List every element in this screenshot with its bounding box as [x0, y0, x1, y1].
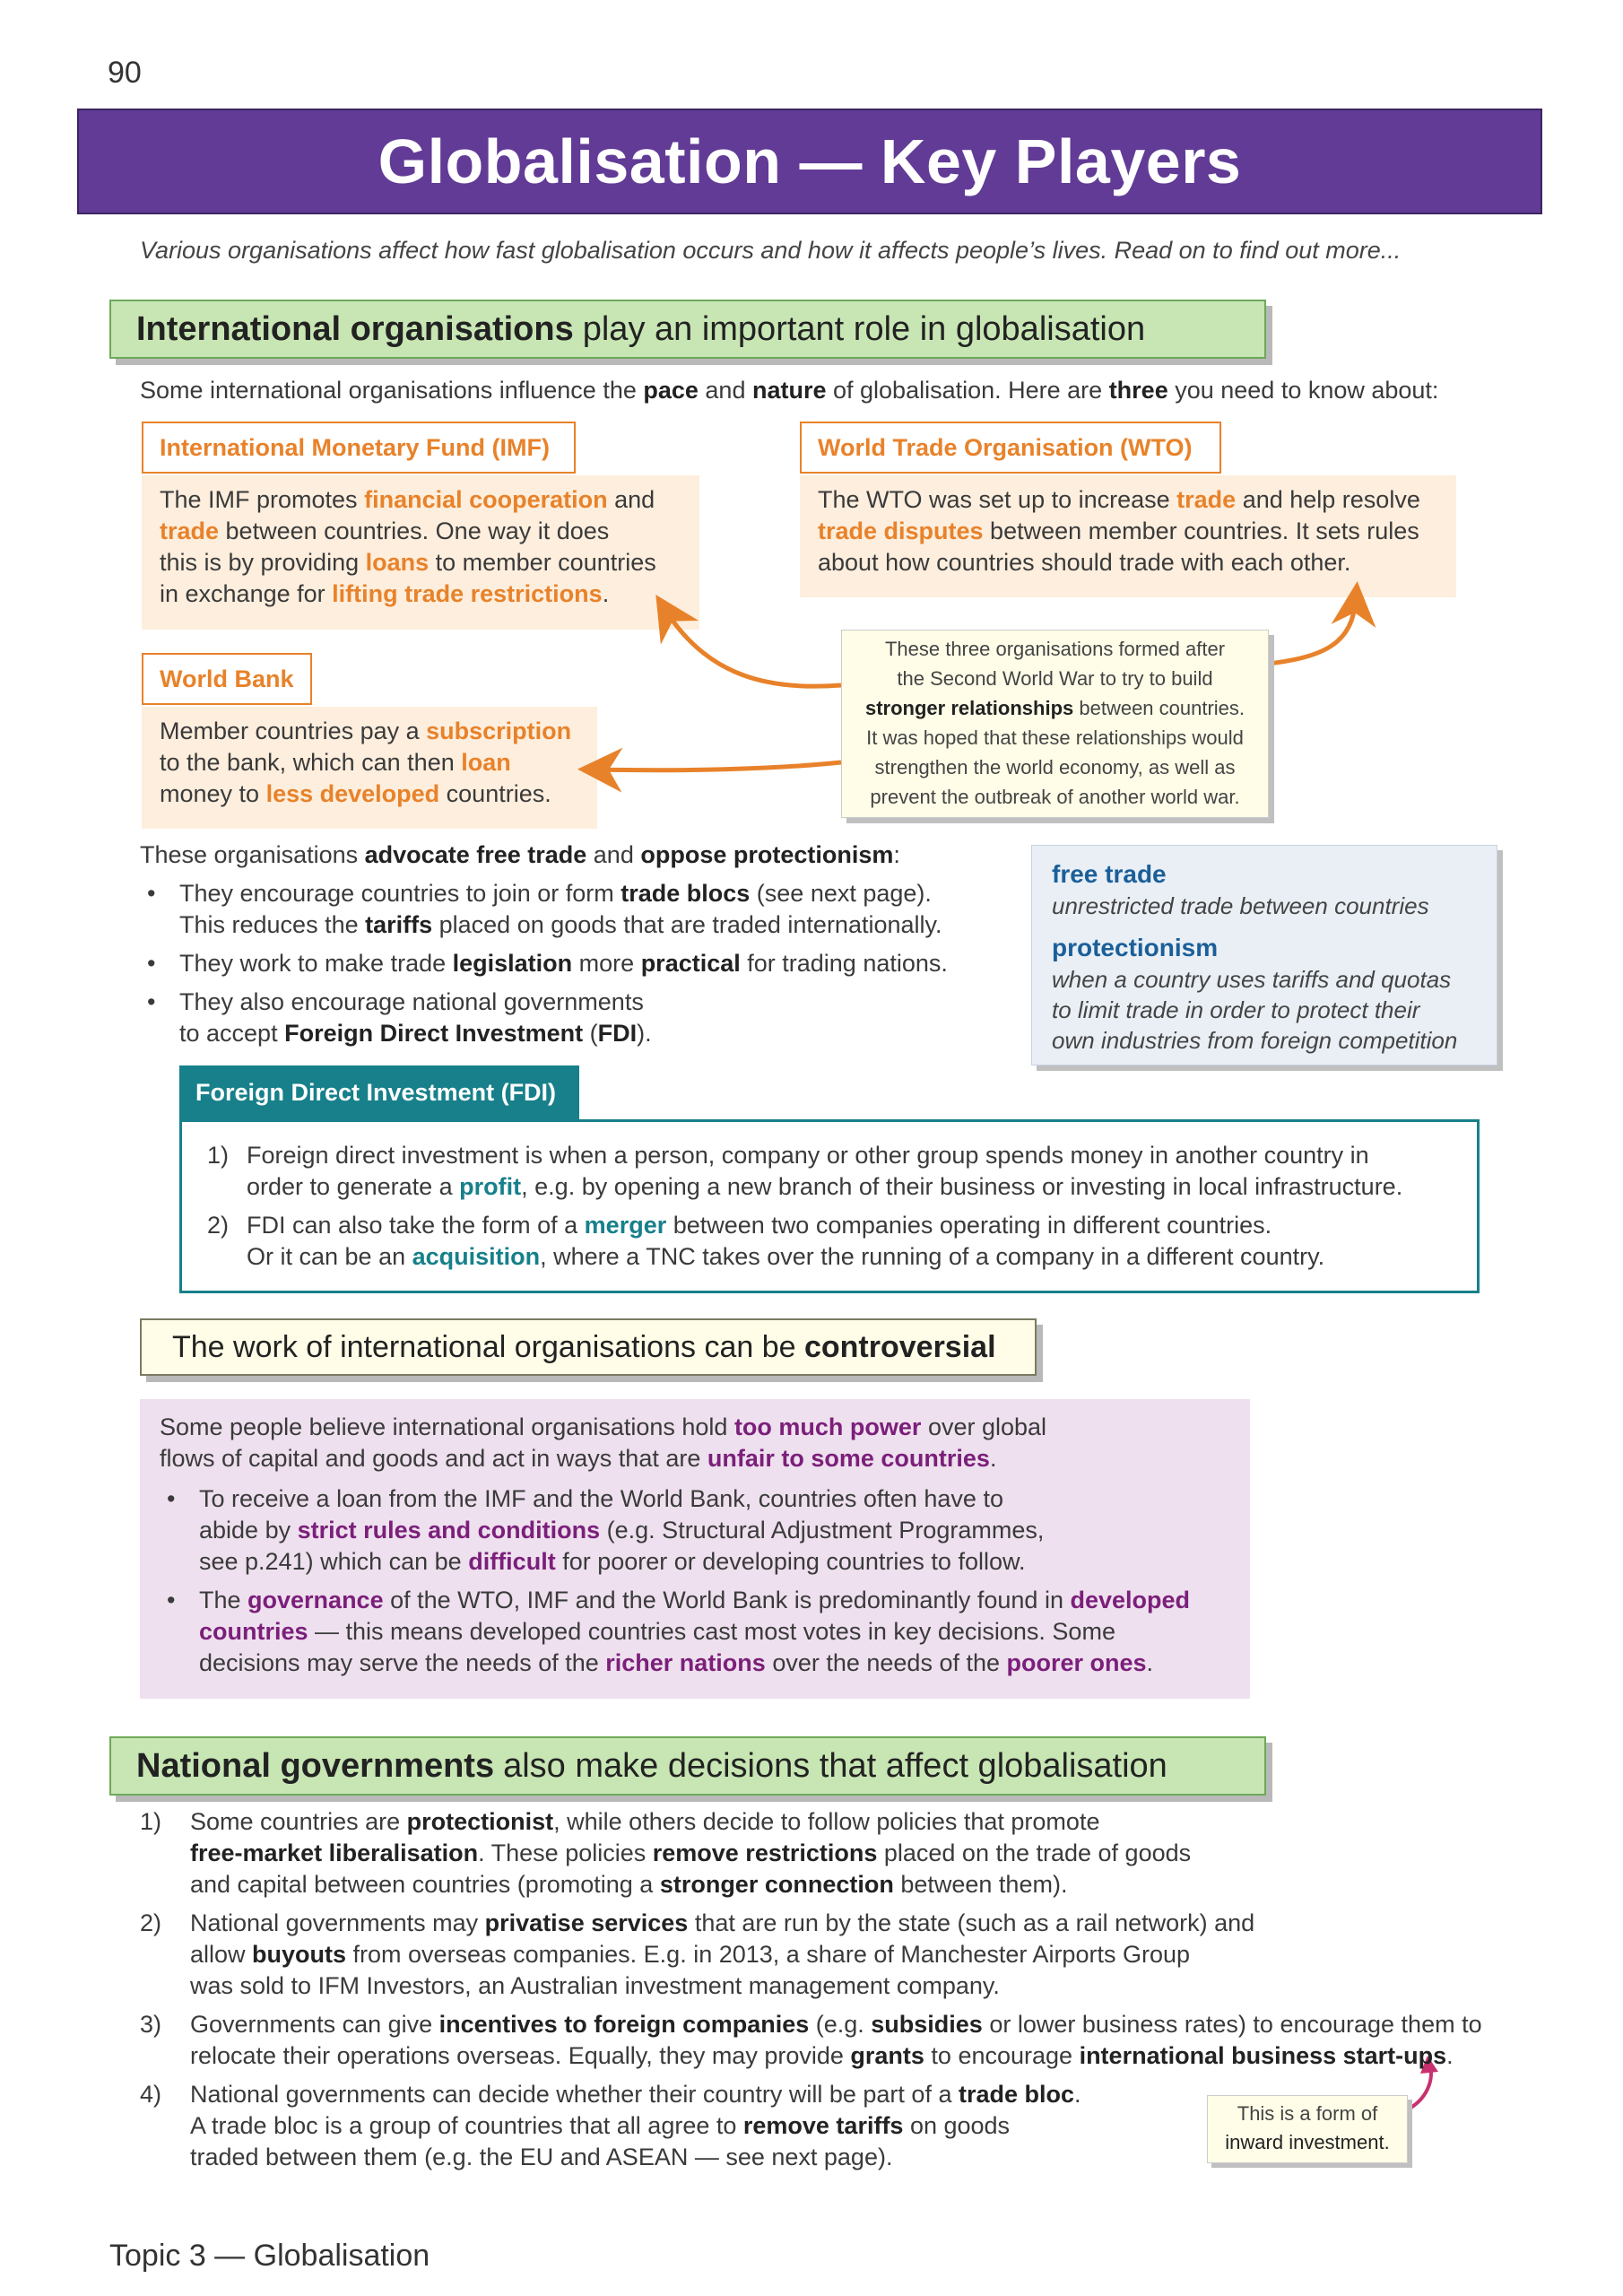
footer-topic: Topic 3 — Globalisation	[109, 2239, 430, 2273]
advocate-section	[140, 839, 1001, 1057]
advocate-bullets	[140, 878, 1001, 1049]
heading-rest: also make decisions that affect globalisation	[503, 1746, 1167, 1785]
text: you need to know about:	[1167, 377, 1439, 404]
keyword: buyouts	[252, 1941, 347, 1968]
text: prevent the outbreak of another world war.	[870, 786, 1240, 808]
text: relocate their operations overseas. Equally, they may provide	[190, 2042, 851, 2069]
page-title: Globalisation — Key Players	[378, 126, 1242, 196]
item-number: 3)	[140, 2011, 162, 2038]
text: between them).	[893, 1871, 1068, 1898]
keyword: trade	[160, 517, 220, 544]
list-line	[190, 1806, 1521, 1838]
text: about how countries should trade with each other.	[818, 549, 1351, 576]
bullet-line	[199, 1585, 1230, 1616]
heading-bold: International organisations	[136, 309, 574, 348]
text: on goods	[903, 2112, 1011, 2139]
keyword: subscription	[426, 718, 572, 744]
text: To receive a loan from the IMF and the World Bank, countries often have to	[199, 1485, 1003, 1512]
text: of globalisation. Here are	[826, 377, 1109, 404]
text: — this means developed countries cast most votes in key decisions. Some	[308, 1618, 1115, 1645]
keyword: remove tariffs	[742, 2112, 904, 2139]
text: allow	[190, 1941, 253, 1968]
text: They encourage countries to join or form	[179, 880, 621, 907]
bullet-line	[199, 1546, 1230, 1578]
keyword: incentives to foreign companies	[438, 2011, 810, 2038]
inward-investment-note	[1207, 2095, 1408, 2163]
text: traded between them (e.g. the EU and ASEAN — see next page).	[190, 2144, 893, 2170]
bullet-line	[179, 878, 1001, 909]
page-number: 90	[108, 56, 142, 90]
text: was sold to IFM Investors, an Australian investment management company.	[190, 1972, 1000, 1999]
fdi-line	[247, 1171, 1452, 1203]
keyword: stronger connection	[659, 1871, 894, 1898]
text: (see next page).	[750, 880, 932, 907]
text: A trade bloc is a group of countries that all agree to	[190, 2112, 743, 2139]
text: FDI can also take the form of a	[247, 1212, 585, 1239]
text: This reduces the	[179, 911, 366, 938]
text: flows of capital and goods and act in ways that are	[160, 1445, 707, 1472]
text: :	[893, 841, 900, 868]
keyword: merger	[584, 1212, 667, 1239]
text: from overseas companies. E.g. in 2013, a share of Manchester Airports Group	[346, 1941, 1190, 1968]
text: Some countries are	[190, 1808, 407, 1835]
fdi-line	[247, 1140, 1452, 1171]
glossary-definition: when a country uses tariffs and quotas	[1052, 966, 1452, 993]
keyword: trade blocs	[621, 880, 751, 907]
fdi-line	[247, 1241, 1452, 1273]
text: . These policies	[478, 1839, 653, 1866]
note-line	[842, 664, 1268, 693]
text: of the WTO, IMF and the World Bank is predominantly found in	[383, 1587, 1071, 1613]
text: over global	[921, 1413, 1047, 1440]
item-number: 1)	[140, 1808, 162, 1835]
keyword: loans	[365, 549, 430, 576]
keyword: trade bloc	[958, 2081, 1074, 2108]
text: between countries.	[1073, 697, 1245, 719]
bullet-item	[140, 987, 1001, 1049]
bullet-item	[140, 948, 1001, 979]
item-number: 2)	[140, 1909, 162, 1936]
list-line	[190, 2040, 1521, 2072]
text: between member countries. It sets rules	[983, 517, 1419, 544]
text: decisions may serve the needs of the	[199, 1649, 606, 1676]
controversial-intro-line	[160, 1412, 1230, 1443]
keyword: difficult	[468, 1548, 556, 1575]
glossary-definition: to limit trade in order to protect their	[1052, 996, 1420, 1023]
keyword: acquisition	[412, 1243, 541, 1270]
text: and help resolve	[1236, 486, 1420, 513]
note-line	[842, 693, 1268, 723]
fdi-item	[207, 1210, 1452, 1273]
keyword: too much power	[733, 1413, 922, 1440]
arrow-to-wto	[1269, 599, 1356, 664]
keyword: international business start-ups	[1079, 2042, 1447, 2069]
bullet-line	[179, 909, 1001, 941]
text: They also encourage national governments	[179, 988, 644, 1015]
keyword: nature	[751, 377, 827, 404]
keyword: practical	[640, 950, 741, 977]
text: .	[1146, 1649, 1154, 1676]
bullet-item	[160, 1585, 1230, 1679]
fdi-line	[247, 1210, 1452, 1241]
keyword: protectionist	[406, 1808, 554, 1835]
keyword: lifting trade restrictions	[332, 580, 603, 607]
text: money to	[160, 780, 266, 807]
text: Foreign direct investment is when a person, company or other group spends money in another country in	[247, 1142, 1369, 1169]
text: for poorer or developing countries to follow.	[555, 1548, 1026, 1575]
text: These three organisations formed after	[884, 638, 1226, 660]
controversial-heading	[140, 1318, 1037, 1376]
keyword: richer nations	[605, 1649, 766, 1676]
text: (e.g. Structural Adjustment Programmes,	[600, 1517, 1045, 1544]
item-number: 1)	[207, 1142, 230, 1169]
bullet-line	[199, 1483, 1230, 1515]
heading-text: The work of international organisations can be	[172, 1329, 796, 1364]
text: the Second World War to try to build	[897, 667, 1213, 690]
keyword: poorer ones	[1006, 1649, 1147, 1676]
text: order to generate a	[247, 1173, 460, 1200]
text: The WTO was set up to increase	[818, 486, 1177, 513]
note-line	[842, 752, 1268, 782]
text: more	[572, 950, 641, 977]
text: Some people believe international organisations hold	[160, 1413, 734, 1440]
heading-bold: controversial	[803, 1329, 996, 1364]
item-number: 2)	[207, 1212, 230, 1239]
fdi-label: Foreign Direct Investment (FDI)	[179, 1065, 579, 1119]
glossary-definition: unrestricted trade between countries	[1052, 892, 1429, 919]
text: to accept	[179, 1020, 285, 1047]
section-heading-national-governments	[109, 1736, 1266, 1796]
wto-label: World Trade Organisation (WTO)	[800, 422, 1221, 474]
text: in exchange for	[160, 580, 333, 607]
keyword: strict rules and conditions	[297, 1517, 601, 1544]
text: .	[1446, 2042, 1454, 2069]
text: The IMF promotes	[160, 486, 365, 513]
list-line	[190, 1838, 1521, 1869]
bullet-item	[160, 1483, 1230, 1578]
text: , e.g. by opening a new branch of their business or investing in local infrastructure.	[521, 1173, 1403, 1200]
bullet-line	[179, 948, 1001, 979]
keyword: loan	[461, 749, 511, 776]
bullet-line	[199, 1648, 1230, 1679]
text: and	[698, 377, 752, 404]
controversial-box	[140, 1399, 1250, 1699]
text: and	[586, 841, 641, 868]
fdi-item	[207, 1140, 1452, 1203]
heading-rest: play an important role in globalisation	[582, 309, 1146, 348]
text: These organisations	[140, 841, 365, 868]
list-line	[190, 2009, 1521, 2040]
fdi-box	[179, 1119, 1480, 1293]
text: Some international organisations influence the	[140, 377, 644, 404]
keyword: financial cooperation	[364, 486, 608, 513]
text: .	[989, 1445, 997, 1472]
note-line: This is a form of	[1237, 2102, 1378, 2125]
text: to encourage	[924, 2042, 1080, 2069]
keyword: countries	[199, 1618, 308, 1645]
text: National governments may	[190, 1909, 485, 1936]
keyword: free-market liberalisation	[190, 1839, 479, 1866]
text: It was hoped that these relationships would	[866, 726, 1244, 749]
keyword: Foreign Direct Investment	[284, 1020, 584, 1047]
glossary-box	[1031, 845, 1497, 1065]
text: .	[602, 580, 610, 607]
glossary-definition: own industries from foreign competition	[1052, 1027, 1458, 1054]
keyword: three	[1108, 377, 1168, 404]
text: abide by	[199, 1517, 298, 1544]
keyword: trade	[1176, 486, 1237, 513]
keyword: tariffs	[365, 911, 433, 938]
imf-label: International Monetary Fund (IMF)	[142, 422, 576, 474]
text: strengthen the world economy, as well as	[874, 756, 1236, 778]
text: placed on the trade of goods	[877, 1839, 1192, 1866]
list-line	[190, 1908, 1521, 1939]
list-line	[190, 1869, 1521, 1900]
text: ).	[637, 1020, 652, 1047]
arrow-to-world-bank	[595, 762, 841, 770]
note-line	[842, 634, 1268, 664]
text: (	[583, 1020, 598, 1047]
controversial-bullets	[160, 1483, 1230, 1679]
text: for trading nations.	[740, 950, 948, 977]
bullet-item	[140, 878, 1001, 941]
list-item	[140, 1908, 1521, 2002]
text: see p.241) which can be	[199, 1548, 469, 1575]
keyword: FDI	[597, 1020, 638, 1047]
text: placed on goods that are traded internationally.	[432, 911, 942, 938]
text: (e.g.	[809, 2011, 872, 2038]
list-line	[190, 1939, 1521, 1970]
text: and capital between countries (promoting a	[190, 1871, 660, 1898]
advocate-intro	[140, 839, 1001, 871]
intro-text: Various organisations affect how fast globalisation occurs and how it affects people’s lives. Read on to find out more...	[140, 237, 1402, 264]
history-note	[841, 630, 1269, 818]
bullet-line	[179, 1018, 1001, 1049]
text: over the needs of the	[765, 1649, 1007, 1676]
fdi-list	[207, 1140, 1452, 1273]
keyword: trade disputes	[818, 517, 984, 544]
text: .	[1074, 2081, 1081, 2108]
text: to the bank, which can then	[160, 749, 462, 776]
text: countries.	[439, 780, 551, 807]
keyword: remove restrictions	[652, 1839, 878, 1866]
keyword: advocate free trade	[364, 841, 587, 868]
glossary-term: free trade	[1052, 860, 1167, 888]
item-number: 4)	[140, 2081, 162, 2108]
text: The	[199, 1587, 248, 1613]
note-line	[842, 782, 1268, 812]
note-line	[842, 723, 1268, 752]
keyword: oppose protectionism	[640, 841, 894, 868]
text: , where a TNC takes over the running of a company in a different country.	[540, 1243, 1325, 1270]
keyword: governance	[247, 1587, 384, 1613]
keyword: less developed	[265, 780, 440, 807]
text: between countries. One way it does	[219, 517, 610, 544]
keyword: grants	[850, 2042, 924, 2069]
bullet-line	[199, 1515, 1230, 1546]
keyword: legislation	[452, 950, 573, 977]
world-bank-label: World Bank	[142, 653, 312, 705]
text: They work to make trade	[179, 950, 453, 977]
keyword: stronger relationships	[864, 697, 1074, 719]
bullet-line	[199, 1616, 1230, 1648]
keyword: privatise services	[484, 1909, 689, 1936]
text: that are run by the state (such as a rail network) and	[688, 1909, 1255, 1936]
text: to member countries	[429, 549, 656, 576]
text: National governments can decide whether their country will be part of a	[190, 2081, 959, 2108]
keyword: profit	[459, 1173, 522, 1200]
keyword: pace	[643, 377, 699, 404]
controversial-intro-line	[160, 1443, 1230, 1474]
bullet-line	[179, 987, 1001, 1018]
list-item	[140, 1806, 1521, 1900]
keyword: unfair to some countries	[707, 1445, 990, 1472]
note-line: inward investment.	[1225, 2131, 1390, 2153]
list-item	[140, 2009, 1521, 2072]
arrow-to-imf	[665, 610, 841, 686]
text: Member countries pay a	[160, 718, 427, 744]
text: or lower business rates) to encourage them to	[982, 2011, 1482, 2038]
text: and	[607, 486, 655, 513]
keyword: subsidies	[871, 2011, 983, 2038]
text: Or it can be an	[247, 1243, 412, 1270]
text: , while others decide to follow policies that promote	[553, 1808, 1100, 1835]
text: Governments can give	[190, 2011, 439, 2038]
heading-bold: National governments	[136, 1746, 495, 1785]
text: this is by providing	[160, 549, 366, 576]
keyword: developed	[1070, 1587, 1191, 1613]
glossary-term: protectionism	[1052, 934, 1219, 961]
list-line	[190, 1970, 1521, 2002]
text: between two companies operating in different countries.	[666, 1212, 1272, 1239]
